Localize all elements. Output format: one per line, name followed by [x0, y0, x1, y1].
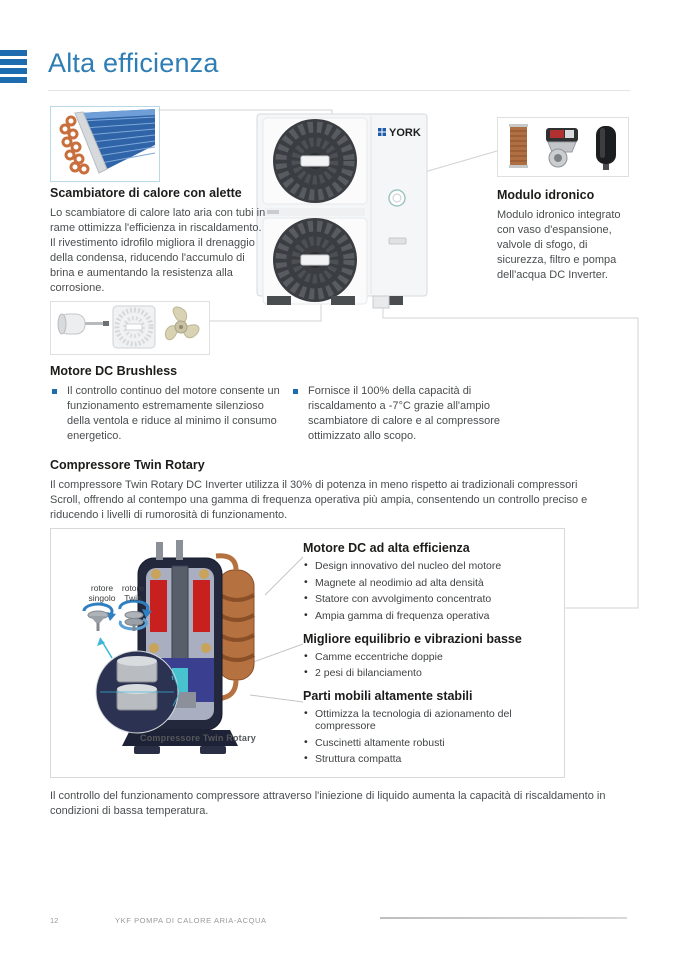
footer-doc-title: YKF POMPA DI CALORE ARIA-ACQUA: [115, 916, 267, 925]
svg-text:YORK: YORK: [389, 127, 421, 139]
diagram-group-bullets: [303, 560, 555, 622]
title-divider: [48, 90, 630, 91]
diagram-group-heading: Migliore equilibrio e vibrazioni basse: [303, 631, 522, 646]
footer-rule: [380, 917, 627, 919]
heading-compressore: Compressore Twin Rotary: [50, 458, 205, 472]
page-title: Alta efficienza: [48, 48, 219, 78]
rotor-single-label: rotore singolo: [88, 583, 116, 603]
heading-modulo-idronico: Modulo idronico: [497, 188, 595, 202]
list-item: • Statore con avvolgimento concentrato: [303, 593, 555, 605]
motore-dc-bullet-left: Il controllo continuo del motore consente un funzionamento estremamente silenzioso della ventola e riduce al minimo il consumo energetico.: [50, 384, 290, 444]
body-scambiatore: Lo scambiatore di calore lato aria con tubi in rame ottimizza l'efficienza in riscaldamento. Il rivestimento idrofilo migliora il drenaggio della condensa, riducendo l'accumulo di brina e aumentando la resistenza alla corrosione.: [50, 207, 266, 294]
rotor-single-icon: [84, 604, 116, 631]
list-item: • Cuscinetti altamente robusti: [303, 737, 555, 749]
list-item: • Magnete al neodimio ad alta densità: [303, 577, 555, 589]
square-bullet-icon: [52, 389, 57, 394]
list-item: • Design innovativo del nucleo del motore: [303, 560, 555, 572]
diagram-feature-list: [303, 541, 555, 775]
hydronic-module-image: [497, 117, 629, 177]
finned-coil-image: [50, 106, 160, 182]
diagram-group-heading: Parti mobili altamente stabili: [303, 689, 473, 703]
list-item: • 2 pesi di bilanciamento: [303, 667, 555, 679]
diagram-group-bullets: [303, 651, 555, 680]
diagram-caption: Compressore Twin Rotary: [140, 733, 256, 743]
square-bullet-icon: [293, 389, 298, 394]
page-number: 12: [50, 916, 59, 925]
list-item: • Camme eccentriche doppie: [303, 651, 555, 663]
diagram-group-bullets: [303, 708, 555, 765]
list-item: • Ottimizza la tecnologia di azionamento del compressore: [303, 708, 555, 732]
diagram-group-heading: Motore DC ad alta efficienza: [303, 541, 470, 555]
fan-motor-parts-image: [50, 301, 210, 355]
rotor-twin-label: rotore Twin: [121, 583, 145, 603]
brand-bars-logo: [0, 50, 27, 86]
motore-dc-bullet-right: Fornisce il 100% della capacità di riscaldamento a -7°C grazie all'ampio scambiatore di calore e al compressore ottimizzato allo scopo.: [291, 384, 506, 444]
body-modulo-idronico: Modulo idronico integrato con vaso d'espansione, valvole di sfogo, di sicurezza, filtro e pompa dell'acqua DC Inverter.: [497, 209, 621, 281]
list-item: • Ampia gamma di frequenza operativa: [303, 610, 555, 622]
outdoor-unit-image: [253, 112, 433, 312]
closing-paragraph: Il controllo del funzionamento compressore attraverso l'iniezione di liquido aumenta la capacità di riscaldamento in condizioni di bassa temperatura.: [50, 790, 606, 817]
heading-scambiatore: Scambiatore di calore con alette: [50, 186, 242, 200]
list-item: • Struttura compatta: [303, 753, 555, 765]
heading-motore-dc: Motore DC Brushless: [50, 364, 178, 378]
body-compressore: Il compressore Twin Rotary DC Inverter utilizza il 30% di potenza in meno rispetto ai tradizionali compressori Scroll, offrendo al contempo una gamma di frequenza operativa più ampia, consentendo un controllo preciso e riducendo i livelli di rumorosità di funzionamento.: [50, 479, 588, 521]
